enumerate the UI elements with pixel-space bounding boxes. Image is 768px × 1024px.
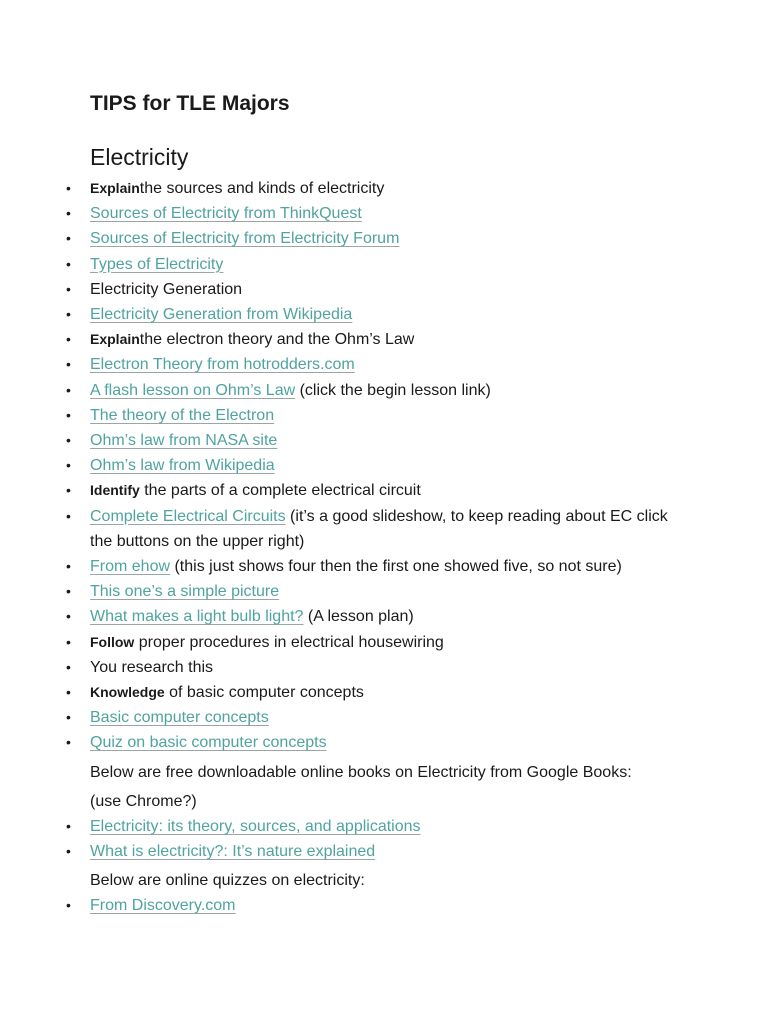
item-bold: Identify (90, 482, 140, 499)
list-item (90, 201, 690, 226)
list-item (90, 176, 690, 201)
item-bold: Explain (90, 180, 140, 196)
item-text: the parts of a complete electrical circuit (139, 482, 421, 500)
link-light-bulb[interactable]: What makes a light bulb light? (90, 608, 304, 626)
quizzes-list (90, 893, 236, 918)
item-text: (it’s a good slideshow, to keep reading about EC click the buttons on the upper right) (90, 507, 668, 550)
item-text: Electricity Generation (90, 280, 243, 298)
quizzes-note: Below are online quizzes on electricity: (90, 872, 365, 889)
list-item (90, 579, 690, 604)
list-item (90, 428, 690, 453)
books-note-line2: (use Chrome?) (90, 793, 197, 810)
link-simple-picture[interactable]: This one’s a simple picture (90, 583, 280, 601)
books-note-line1: Below are free downloadable online books on Electricity from Google Books: (90, 764, 632, 781)
list-item (90, 403, 690, 428)
list-item (90, 680, 690, 705)
section-heading: Electricity (90, 144, 189, 170)
list-item (90, 302, 690, 327)
item-text: You research this (90, 658, 214, 676)
list-item (90, 730, 690, 755)
tips-list (90, 176, 690, 756)
item-text: (A lesson plan) (303, 608, 414, 626)
item-text: the electron theory and the Ohm’s Law (139, 331, 415, 349)
link-ohms-wikipedia[interactable]: Ohm’s law from Wikipedia (90, 457, 275, 475)
item-text: of basic computer concepts (164, 684, 364, 702)
link-thinkquest[interactable]: Sources of Electricity from ThinkQuest (90, 205, 362, 223)
link-theory-electron[interactable]: The theory of the Electron (90, 406, 275, 424)
list-item (90, 705, 690, 730)
list-item (90, 655, 690, 680)
list-item (90, 504, 690, 554)
list-item (90, 378, 690, 403)
books-note (90, 758, 690, 816)
list-item (90, 554, 690, 579)
link-complete-circuits[interactable]: Complete Electrical Circuits (90, 507, 286, 525)
item-text: (click the begin lesson link) (295, 381, 491, 399)
link-generation-wikipedia[interactable]: Electricity Generation from Wikipedia (90, 306, 353, 324)
item-bold: Follow (90, 633, 135, 650)
list-item (90, 814, 421, 839)
item-text: proper procedures in electrical housewiring (134, 633, 444, 651)
list-item (90, 893, 236, 918)
link-types-of-electricity[interactable]: Types of Electricity (90, 255, 224, 273)
link-ohms-nasa[interactable]: Ohm’s law from NASA site (90, 432, 278, 450)
list-item (90, 226, 690, 251)
list-item (90, 630, 690, 655)
link-basic-computer[interactable]: Basic computer concepts (90, 709, 269, 727)
item-text: the sources and kinds of electricity (139, 180, 385, 197)
item-bold: Explain (90, 331, 140, 348)
list-item (90, 604, 690, 629)
link-book-what-is[interactable]: What is electricity?: It’s nature explained (90, 843, 376, 861)
list-item (90, 352, 690, 377)
link-ehow[interactable]: From ehow (90, 558, 171, 576)
item-bold: Knowledge (90, 684, 165, 701)
page-title: TIPS for TLE Majors (90, 92, 290, 115)
books-list (90, 814, 421, 864)
link-flash-lesson[interactable]: A flash lesson on Ohm’s Law (90, 381, 296, 399)
link-book-theory[interactable]: Electricity: its theory, sources, and applications (90, 818, 421, 835)
item-text: (this just shows four then the first one showed five, so not sure) (170, 558, 622, 576)
link-hotrodders[interactable]: Electron Theory from hotrodders.com (90, 356, 355, 374)
list-item (90, 277, 690, 302)
list-item (90, 327, 690, 352)
link-quiz-basic-computer[interactable]: Quiz on basic computer concepts (90, 734, 327, 752)
list-item (90, 839, 421, 864)
link-electricity-forum[interactable]: Sources of Electricity from Electricity Forum (90, 230, 400, 248)
list-item (90, 478, 690, 503)
link-discovery[interactable]: From Discovery.com (90, 897, 236, 914)
list-item (90, 252, 690, 277)
list-item (90, 453, 690, 478)
